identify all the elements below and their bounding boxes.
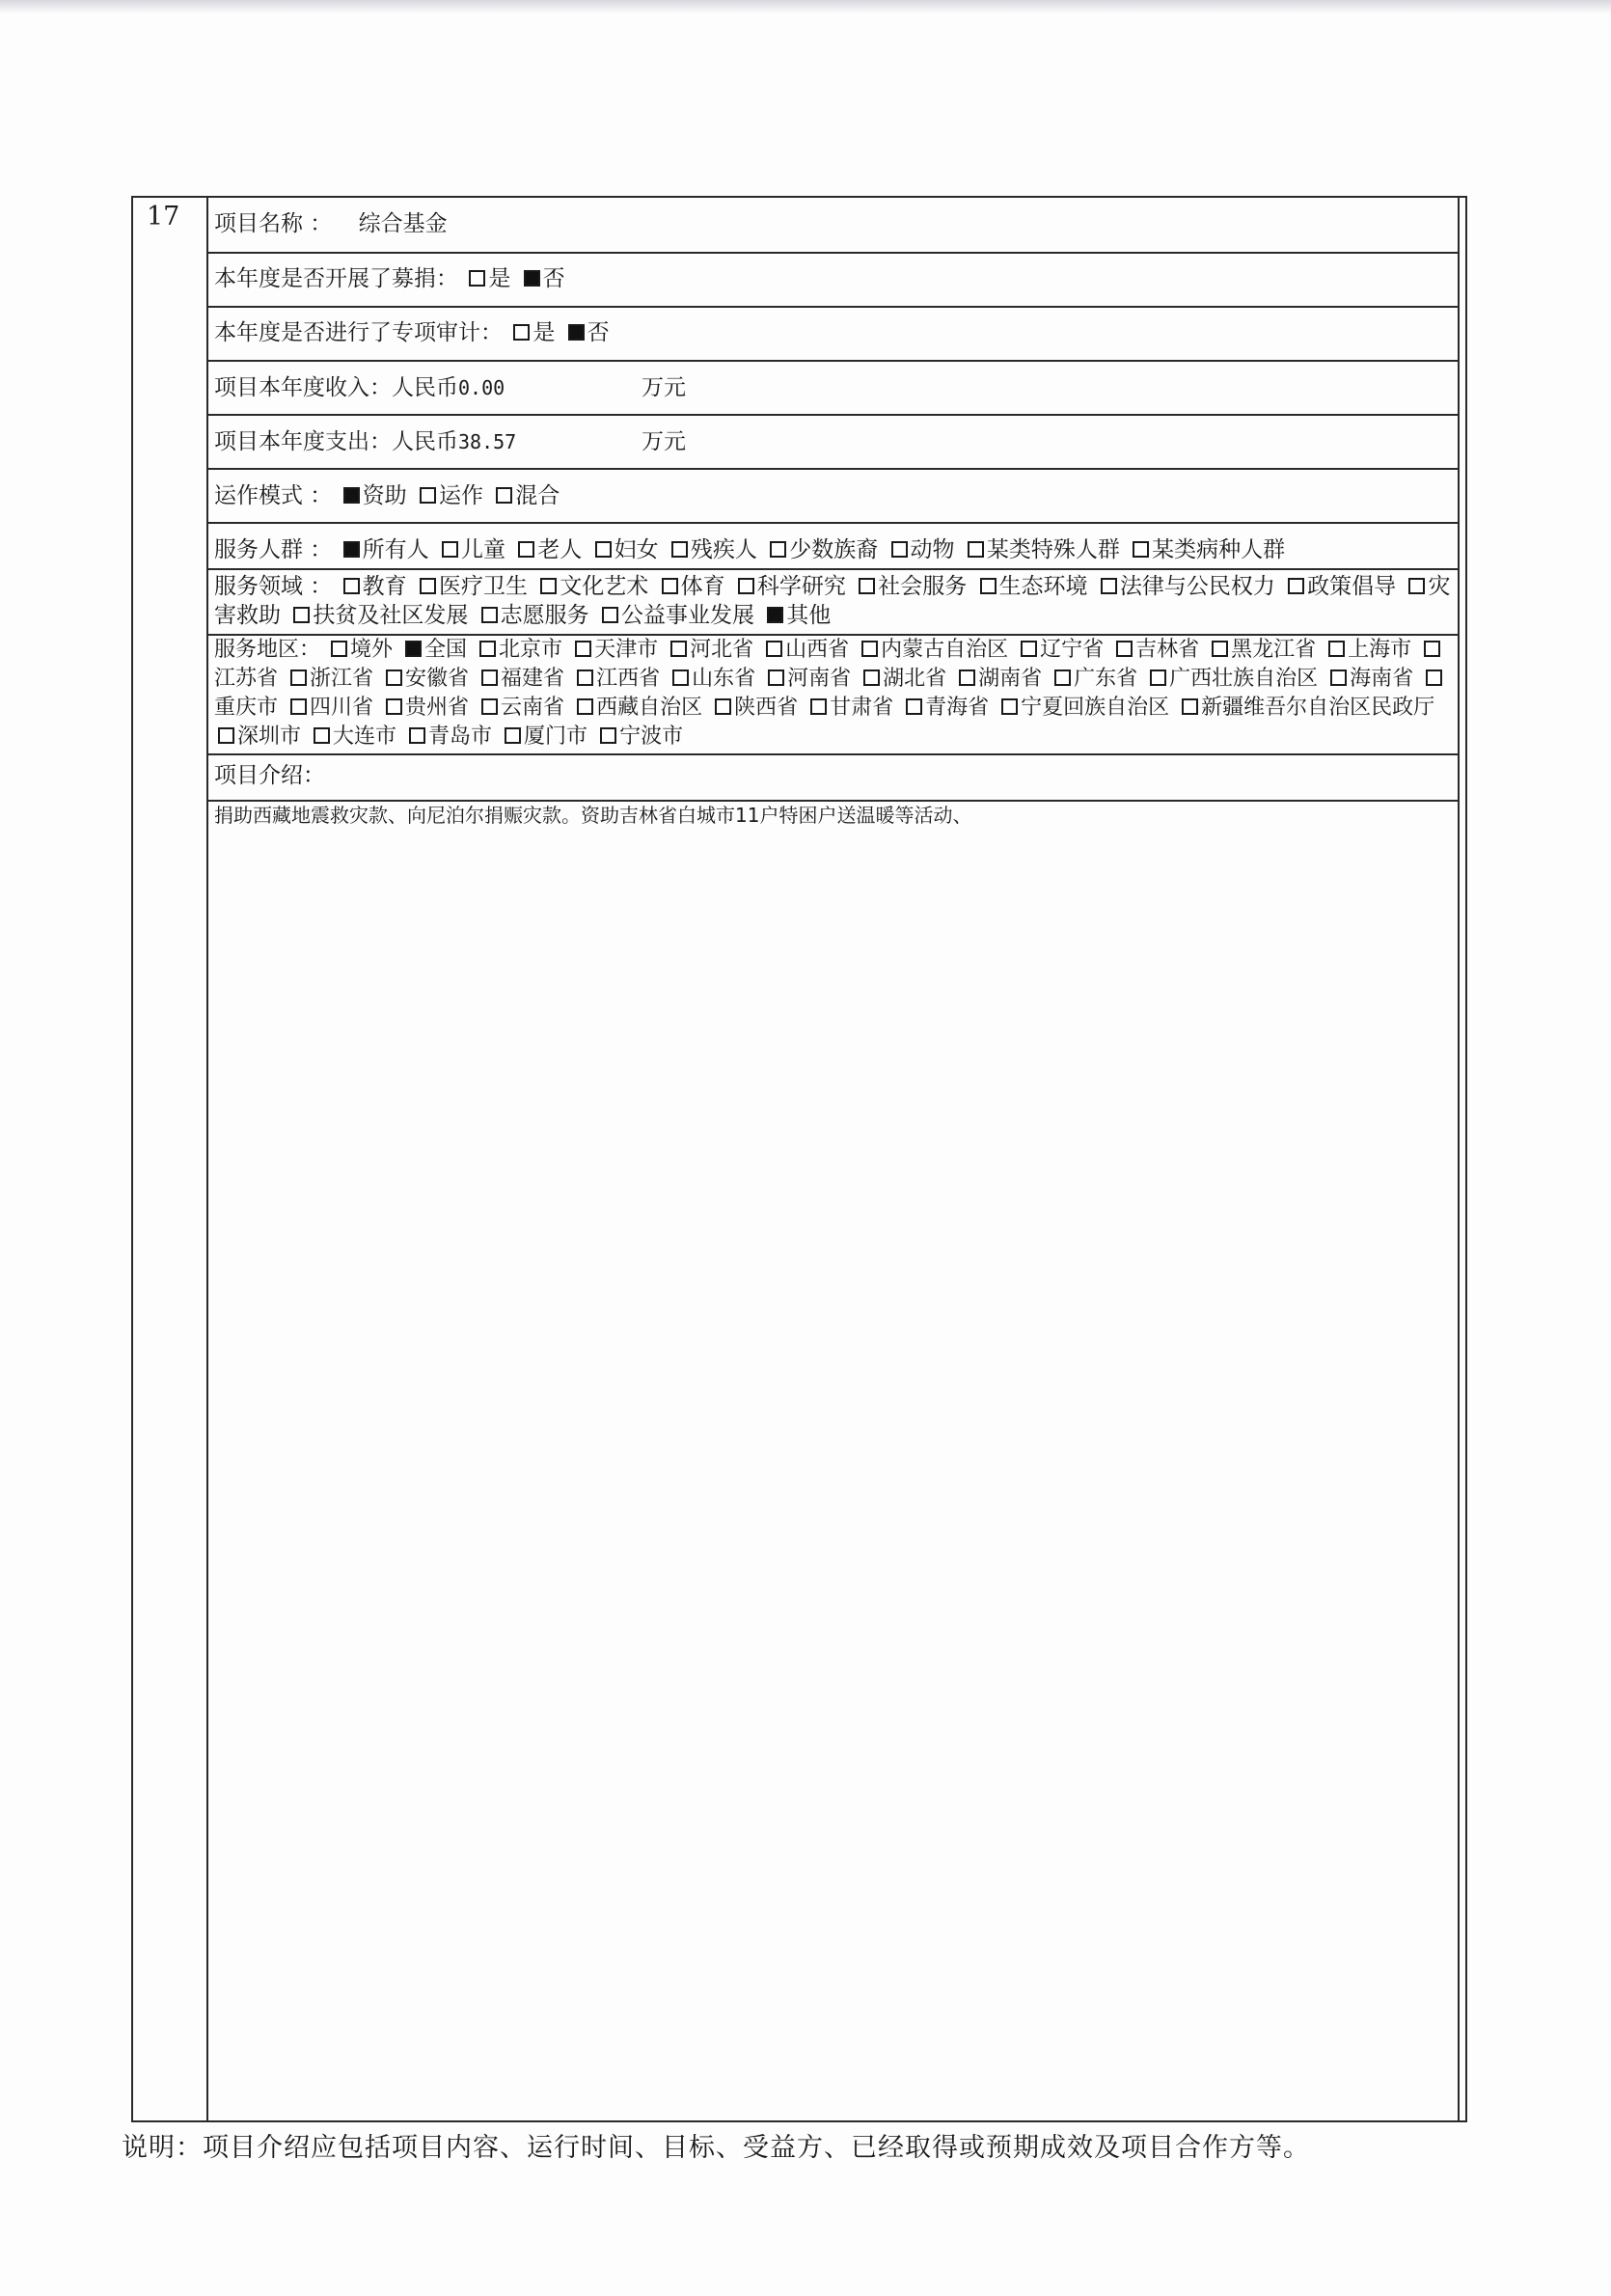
expense-unit: 万元 [642,429,686,454]
row-service-field [208,570,1458,636]
option-item [1178,696,1434,720]
expense-amount: 38.57 [458,430,517,453]
option-label: 四川省 [310,696,374,720]
checked-box-icon[interactable] [343,541,360,558]
option-item [478,667,564,691]
option-item [1051,667,1137,691]
project-name-value: 综合基金 [358,211,448,236]
option-label: 广西壮族自治区 [1169,667,1319,691]
option-label: 宁夏回族自治区 [1021,696,1170,720]
option-label: 运作 [438,483,483,508]
unchecked-box-icon[interactable] [218,727,234,744]
unchecked-box-icon[interactable] [859,578,875,594]
option-item [287,667,373,691]
unchecked-box-icon[interactable] [1054,670,1071,686]
option-item [340,483,407,508]
option-item [964,537,1120,562]
unchecked-box-icon[interactable] [1101,578,1117,594]
option-label: 志愿服务 [500,603,589,628]
option-item [1326,667,1413,691]
option-label: 儿童 [460,537,505,562]
option-item [382,667,469,691]
unchecked-box-icon[interactable] [331,641,347,657]
option-label: 其他 [786,603,832,628]
unchecked-box-icon[interactable] [420,487,436,504]
option-item [1097,574,1275,599]
unchecked-box-icon[interactable] [670,641,687,657]
option-item [887,537,955,562]
unchecked-box-icon[interactable] [513,324,530,341]
option-item [1112,638,1199,662]
expense-label: 项目本年度支出：人民币 [214,429,458,454]
project-form-table [131,196,1467,2122]
unchecked-box-icon[interactable] [980,578,997,594]
option-label: 政策倡导 [1307,574,1397,599]
unchecked-box-icon[interactable] [577,698,593,715]
option-label: 少数族裔 [789,537,879,562]
option-item [564,320,610,345]
option-label: 医疗卫生 [438,574,528,599]
option-label: 残疾人 [690,537,757,562]
unchecked-box-icon[interactable] [1021,641,1037,657]
service-group-label: 服务人群 ： [214,537,333,562]
option-item [596,724,683,749]
option-item [514,537,582,562]
option-label: 否 [542,266,565,291]
unchecked-box-icon[interactable] [481,670,498,686]
option-item [520,266,565,291]
unchecked-box-icon[interactable] [768,670,784,686]
option-label: 某类特殊人群 [986,537,1120,562]
row-operation-mode [208,470,1458,524]
unchecked-box-icon[interactable] [671,541,688,558]
unchecked-box-icon[interactable] [738,578,754,594]
unchecked-box-icon[interactable] [481,607,498,623]
option-item [763,603,831,628]
option-item [416,483,483,508]
content-column [208,198,1460,2120]
fundraising-options [465,266,566,291]
option-item [478,696,564,720]
unchecked-box-icon[interactable] [863,670,880,686]
option-item [571,638,658,662]
option-item [536,574,648,599]
option-label: 河北省 [690,638,754,662]
unchecked-box-icon[interactable] [602,607,618,623]
project-name-label: 项目名称 ： [214,211,333,236]
income-label: 项目本年度收入：人民币 [214,375,458,400]
option-item [401,638,467,662]
unchecked-box-icon[interactable] [442,541,458,558]
option-label: 安徽省 [405,667,470,691]
option-item [405,724,492,749]
option-label: 混合 [515,483,560,508]
unchecked-box-icon[interactable] [1182,698,1198,715]
unchecked-box-icon[interactable] [1001,698,1018,715]
footnote: 说明：项目介绍应包括项目内容、运行时间、目标、受益方、已经取得或预期成效及项目合作方等。 [122,2133,1310,2163]
checked-box-icon[interactable] [767,607,783,623]
option-label: 社会服务 [878,574,968,599]
option-label: 生态环境 [998,574,1088,599]
unchecked-box-icon[interactable] [968,541,984,558]
unchecked-box-icon[interactable] [409,727,425,744]
option-item [858,638,1008,662]
option-item [501,724,587,749]
checked-box-icon[interactable] [568,324,585,341]
audit-options [509,320,611,345]
service-field-label: 服务领域 ： [214,574,333,599]
row-audit [208,308,1458,362]
unchecked-box-icon[interactable] [479,641,496,657]
option-label: 大连市 [333,724,397,749]
intro-label: 项目介绍： [214,763,325,788]
unchecked-box-icon[interactable] [293,607,310,623]
unchecked-box-icon[interactable] [343,578,360,594]
scan-edge [0,0,1611,14]
income-amount: 0.00 [458,376,505,399]
row-project-name [208,198,1458,254]
operation-mode-label: 运作模式 ： [214,483,333,508]
option-label: 西藏自治区 [596,696,703,720]
option-label: 福建省 [501,667,565,691]
unchecked-box-icon[interactable] [1328,641,1345,657]
option-item [658,574,725,599]
option-label: 宁波市 [619,724,684,749]
unchecked-box-icon[interactable] [770,541,786,558]
option-label: 河南省 [787,667,852,691]
unchecked-box-icon[interactable] [766,641,782,657]
unchecked-box-icon[interactable] [1133,541,1149,558]
row-service-group [208,524,1458,570]
option-item [465,266,510,291]
option-item [1284,574,1396,599]
row-service-region [208,636,1458,755]
checked-box-icon[interactable] [524,270,540,287]
option-item [214,724,301,749]
option-label: 所有人 [362,537,429,562]
option-item [734,574,846,599]
option-label: 贵州省 [405,696,470,720]
option-item [573,667,660,691]
option-label: 公益事业发展 [620,603,754,628]
unchecked-box-icon[interactable] [420,578,436,594]
operation-mode-options [340,483,562,508]
option-item [591,537,659,562]
service-field-options [214,574,1450,628]
option-label: 重庆市 [214,696,279,720]
option-label: 厦门市 [524,724,588,749]
unchecked-box-icon[interactable] [1212,641,1228,657]
unchecked-box-icon[interactable] [505,727,521,744]
option-label: 法律与公民权力 [1119,574,1275,599]
fundraising-label: 本年度是否开展了募捐： [214,266,458,291]
option-label: 文化艺术 [560,574,649,599]
unchecked-box-icon[interactable] [906,698,922,715]
option-label: 浙江省 [310,667,374,691]
option-label: 湖北省 [883,667,947,691]
option-label: 山东省 [692,667,756,691]
unchecked-box-icon[interactable] [810,698,827,715]
unchecked-box-icon[interactable] [481,698,498,715]
option-label: 广东省 [1074,667,1138,691]
option-item [669,667,755,691]
checked-box-icon[interactable] [405,641,422,657]
option-label: 妇女 [614,537,659,562]
option-label: 是 [532,320,556,345]
option-label: 青岛市 [428,724,493,749]
option-label: 扶贫及社区发展 [313,603,469,628]
option-label: 北京市 [499,638,563,662]
option-label: 湖南省 [978,667,1043,691]
option-item [1017,638,1104,662]
option-item [955,667,1042,691]
option-item [902,696,989,720]
option-label: 全国 [424,638,468,662]
unchecked-box-icon[interactable] [1150,670,1166,686]
row-fundraising [208,254,1458,308]
row-intro-label [208,755,1458,802]
checked-box-icon[interactable] [343,487,360,504]
service-group-options [340,537,1288,562]
unchecked-box-icon[interactable] [1424,641,1440,657]
option-item [667,638,753,662]
option-label: 青海省 [925,696,990,720]
option-item [438,537,505,562]
option-label: 否 [587,320,610,345]
option-item [1208,638,1316,662]
option-label: 甘肃省 [830,696,894,720]
option-item [327,638,393,662]
income-unit: 万元 [642,375,686,400]
unchecked-box-icon[interactable] [314,727,330,744]
option-item [509,320,555,345]
option-label: 上海市 [1348,638,1412,662]
option-label: 新疆维吾尔自治区民政厅 [1201,696,1435,720]
option-label: 科学研究 [756,574,846,599]
unchecked-box-icon[interactable] [1408,578,1425,594]
unchecked-box-icon[interactable] [1288,578,1304,594]
option-item [997,696,1169,720]
option-item [340,574,407,599]
unchecked-box-icon[interactable] [386,698,402,715]
option-label: 资助 [362,483,407,508]
option-label: 云南省 [501,696,565,720]
option-item [478,603,589,628]
unchecked-box-icon[interactable] [386,670,402,686]
unchecked-box-icon[interactable] [577,670,593,686]
option-item [416,574,528,599]
row-expense [208,416,1458,470]
unchecked-box-icon[interactable] [600,727,616,744]
option-label: 内蒙古自治区 [881,638,1009,662]
option-item [340,537,429,562]
option-item [762,638,849,662]
unchecked-box-icon[interactable] [861,641,878,657]
option-label: 江西省 [596,667,661,691]
option-item [668,537,757,562]
option-item [860,667,946,691]
audit-label: 本年度是否进行了专项审计： [214,320,503,345]
unchecked-box-icon[interactable] [662,578,678,594]
option-item [766,537,878,562]
unchecked-box-icon[interactable] [290,698,307,715]
unchecked-box-icon[interactable] [496,487,512,504]
service-region-options [214,638,1445,749]
option-label: 教育 [362,574,407,599]
unchecked-box-icon[interactable] [540,578,557,594]
option-item [1146,667,1318,691]
unchecked-box-icon[interactable] [290,670,307,686]
option-label: 天津市 [594,638,659,662]
option-item [855,574,967,599]
option-label: 吉林省 [1135,638,1200,662]
option-label: 是 [488,266,511,291]
option-item [310,724,396,749]
unchecked-box-icon[interactable] [595,541,612,558]
option-label: 灾害救助 [214,574,1451,628]
option-item [1129,537,1285,562]
option-label: 体育 [680,574,725,599]
option-label: 动物 [910,537,955,562]
intro-text: 捐助西藏地震救灾款、向尼泊尔捐赈灾款。资助吉林省白城市11户特困户送温暖等活动、 [214,804,972,827]
option-label: 海南省 [1350,667,1414,691]
row-income [208,362,1458,416]
option-label: 江苏省 [214,667,279,691]
option-item [476,638,562,662]
index-column [133,198,208,2120]
option-item [289,603,468,628]
option-item [598,603,754,628]
unchecked-box-icon[interactable] [575,641,591,657]
option-label: 辽宁省 [1040,638,1105,662]
unchecked-box-icon[interactable] [715,698,731,715]
unchecked-box-icon[interactable] [891,541,908,558]
unchecked-box-icon[interactable] [1426,670,1442,686]
project-index: 17 [147,202,180,232]
option-item [382,696,469,720]
option-label: 深圳市 [237,724,302,749]
option-label: 某类病种人群 [1152,537,1286,562]
option-item [711,696,798,720]
option-item [1324,638,1411,662]
option-item [573,696,702,720]
service-region-label: 服务地区： [214,638,321,662]
option-item [976,574,1088,599]
option-label: 山西省 [785,638,850,662]
option-label: 老人 [537,537,583,562]
option-item [806,696,893,720]
unchecked-box-icon[interactable] [959,670,975,686]
option-item [764,667,851,691]
option-item [492,483,560,508]
unchecked-box-icon[interactable] [672,670,689,686]
option-label: 陕西省 [734,696,799,720]
unchecked-box-icon[interactable] [469,270,485,287]
option-label: 黑龙江省 [1231,638,1317,662]
option-item [287,696,373,720]
option-label: 境外 [350,638,394,662]
unchecked-box-icon[interactable] [1330,670,1347,686]
unchecked-box-icon[interactable] [1116,641,1133,657]
unchecked-box-icon[interactable] [518,541,534,558]
